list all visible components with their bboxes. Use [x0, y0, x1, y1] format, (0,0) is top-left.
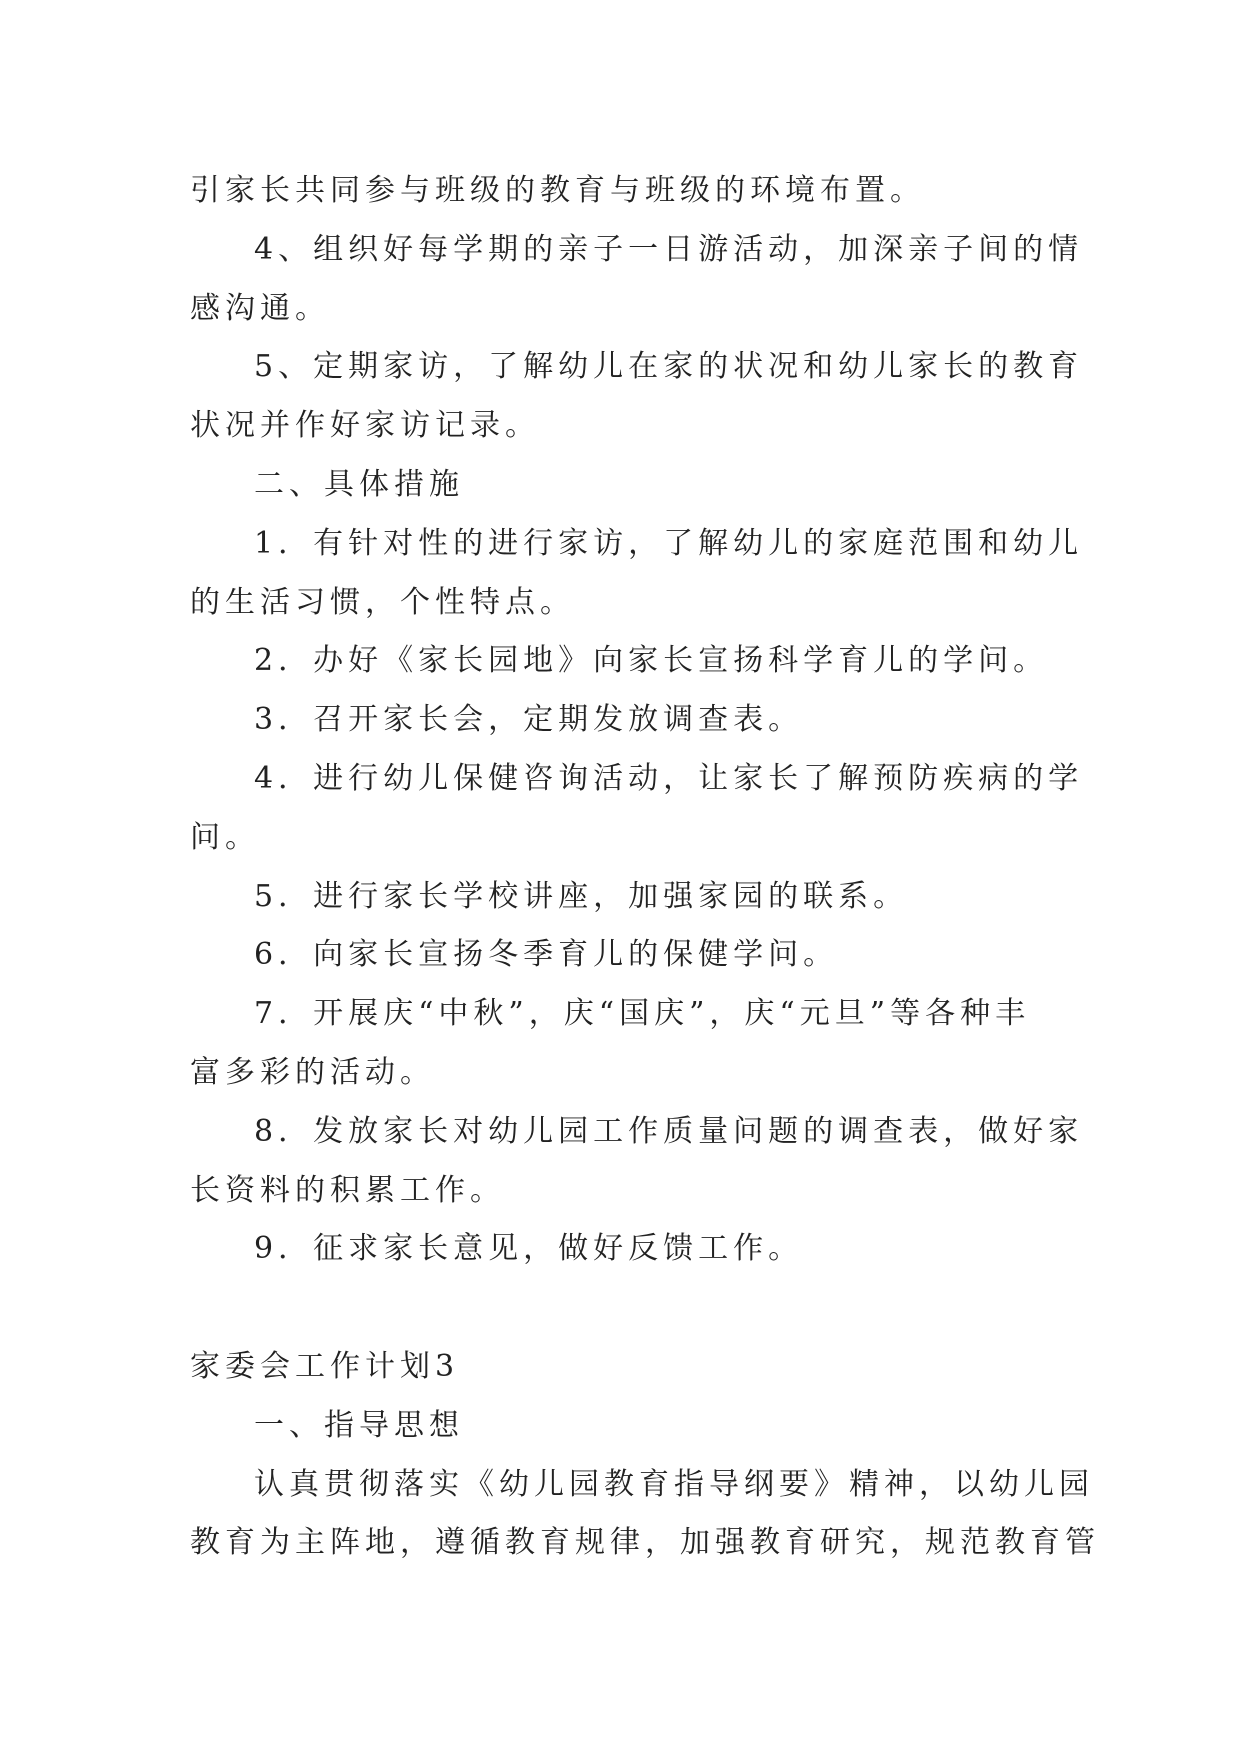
text-line: 富多彩的活动。: [190, 1054, 435, 1090]
text-line: 认真贯彻落实《幼儿园教育指导纲要》精神，以幼儿园: [254, 1466, 1094, 1502]
text-line: 3．召开家长会，定期发放调查表。: [254, 702, 804, 738]
text-line: 1．有针对性的进行家访，了解幼儿的家庭范围和幼儿: [254, 525, 1084, 561]
text-line: 9．征求家长意见，做好反馈工作。: [254, 1231, 804, 1267]
document-title: 家委会工作计划3: [190, 1348, 460, 1384]
section-heading: 二、具体措施: [254, 466, 464, 502]
document-body: [190, 162, 1100, 1573]
text-line: 感沟通。: [190, 290, 330, 326]
text-line: 4、组织好每学期的亲子一日游活动，加深亲子间的情: [254, 231, 1084, 267]
section-heading: 一、指导思想: [254, 1407, 464, 1443]
text-line: 2．办好《家长园地》向家长宣扬科学育儿的学问。: [254, 643, 1049, 679]
text-line: 8．发放家长对幼儿园工作质量问题的调查表，做好家: [254, 1113, 1084, 1149]
text-line: 4．进行幼儿保健咨询活动，让家长了解预防疾病的学: [254, 760, 1084, 796]
text-line: 5、定期家访，了解幼儿在家的状况和幼儿家长的教育: [254, 349, 1084, 385]
text-line: 问。: [190, 819, 260, 855]
text-line: 引家长共同参与班级的教育与班级的环境布置。: [190, 173, 925, 208]
text-line: 长资料的积累工作。: [190, 1172, 505, 1208]
text-line: 教育为主阵地，遵循教育规律，加强教育研究，规范教育管: [190, 1525, 1100, 1561]
text-line: 的生活习惯，个性特点。: [190, 584, 575, 620]
text-line: 7．开展庆“中秋”，庆“国庆”，庆“元旦”等各种丰: [254, 996, 1031, 1032]
text-line: 状况并作好家访记录。: [190, 408, 540, 444]
text-line: 5．进行家长学校讲座，加强家园的联系。: [254, 878, 909, 914]
paragraph-gap: [190, 1279, 1050, 1338]
text-line: 6．向家长宣扬冬季育儿的保健学问。: [254, 937, 839, 973]
